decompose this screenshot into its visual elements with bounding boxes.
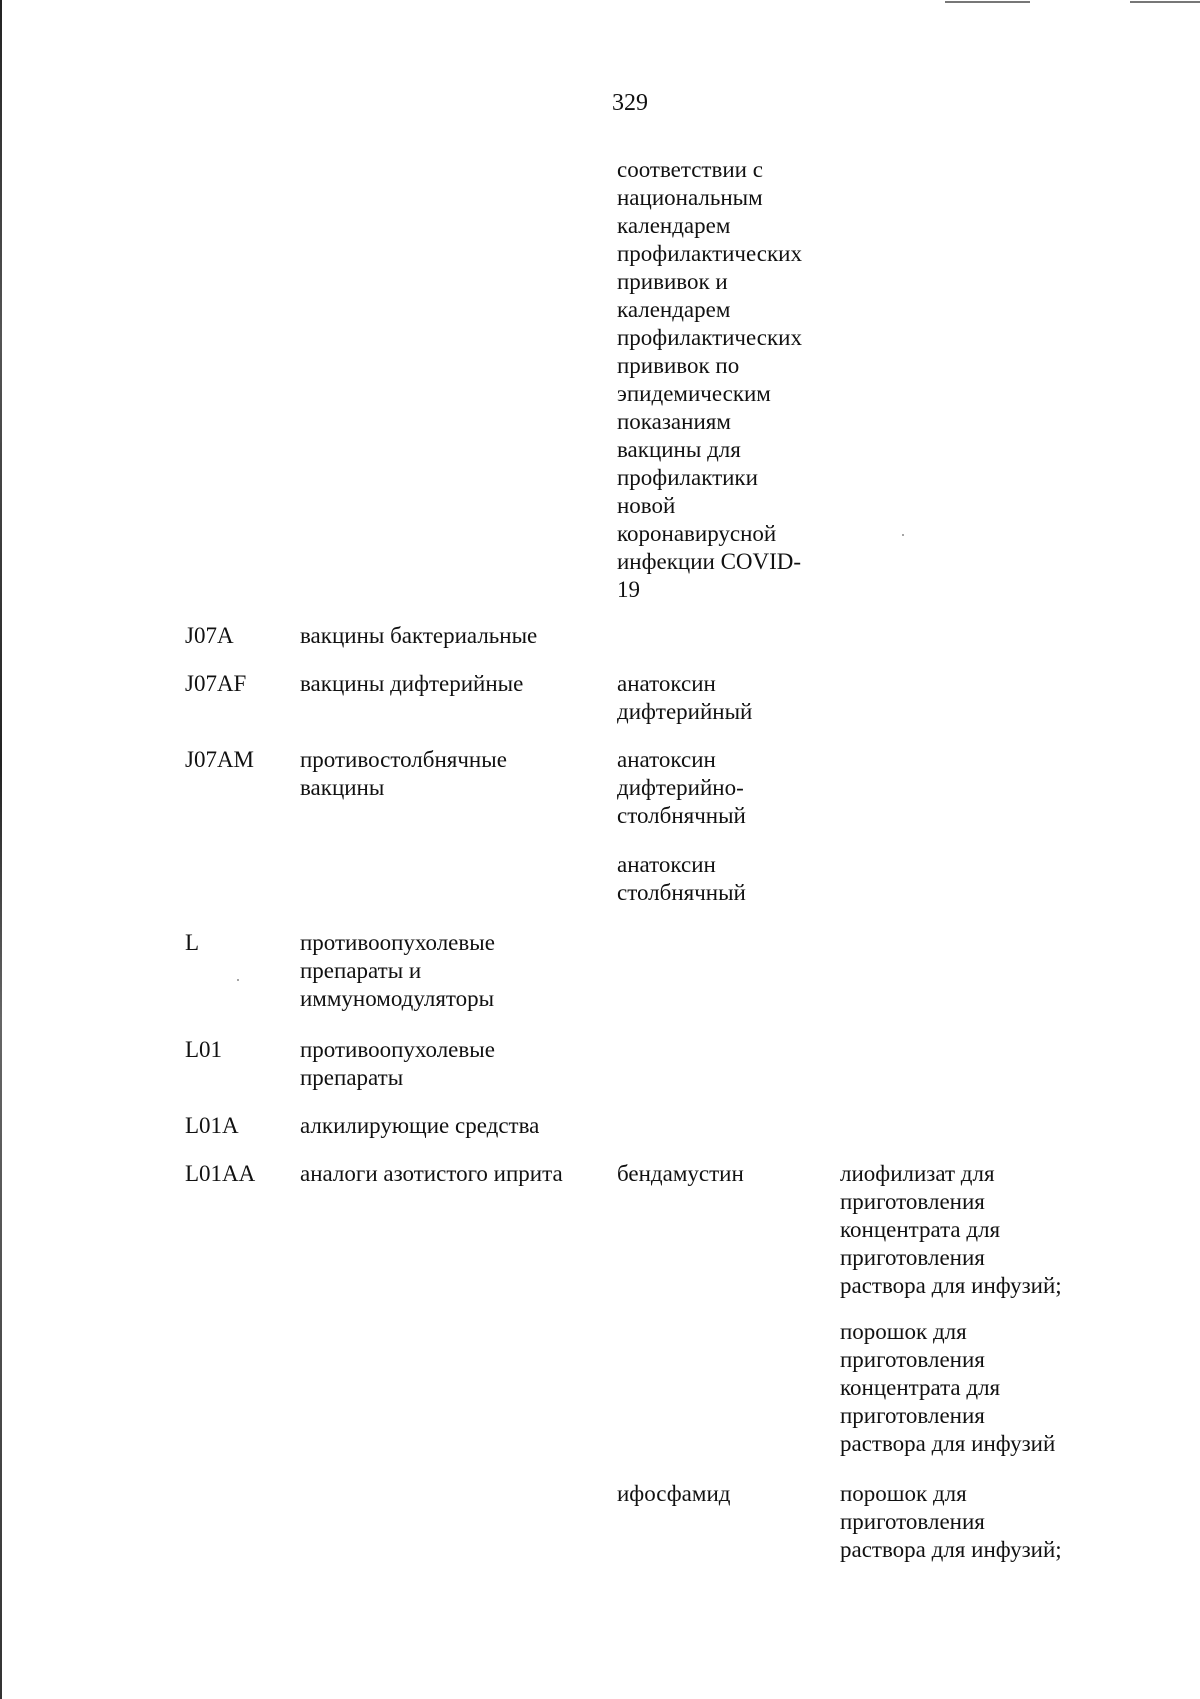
atc-code: L (185, 930, 200, 955)
atc-group: противоопухолевые препараты и иммуномодуляторы (300, 930, 495, 1011)
page-number: 329 (612, 90, 648, 116)
atc-code: J07AF (185, 671, 247, 696)
atc-group: вакцины бактериальные (300, 623, 538, 648)
atc-group: вакцины дифтерийные (300, 671, 524, 696)
scan-speck (237, 979, 239, 981)
atc-group: аналоги азотистого иприта (300, 1161, 563, 1186)
scan-top-mark (1130, 1, 1200, 3)
drug-name: анатоксин столбнячный (617, 852, 746, 905)
drug-name: соответствии с национальным календарем профилактических прививок и календарем профилактических прививок по эпидемическим показаниям вакцины для профилактики новой коронавирусной инфекции COVID- 19 (617, 157, 802, 602)
atc-code: L01AA (185, 1161, 256, 1186)
drug-name: ифосфамид (617, 1481, 731, 1506)
drug-name: анатоксин дифтерийно- столбнячный (617, 747, 746, 828)
drug-name: анатоксин дифтерийный (617, 671, 753, 724)
atc-code: L01A (185, 1113, 239, 1138)
atc-code: L01 (185, 1037, 223, 1062)
atc-group: противоопухолевые препараты (300, 1037, 495, 1090)
dosage-form: лиофилизат для приготовления концентрата для приготовления раствора для инфузий; (840, 1161, 1062, 1298)
dosage-form: порошок для приготовления концентрата для приготовления раствора для инфузий (840, 1319, 1056, 1456)
scan-left-edge (0, 0, 2, 1699)
drug-name: бендамустин (617, 1161, 744, 1186)
scan-top-mark (945, 1, 1030, 3)
atc-code: J07A (185, 623, 234, 648)
atc-code: J07AM (185, 747, 255, 772)
atc-group: противостолбнячные вакцины (300, 747, 507, 800)
scan-speck (902, 534, 904, 536)
atc-group: алкилирующие средства (300, 1113, 540, 1138)
dosage-form: порошок для приготовления раствора для инфузий; (840, 1481, 1062, 1562)
